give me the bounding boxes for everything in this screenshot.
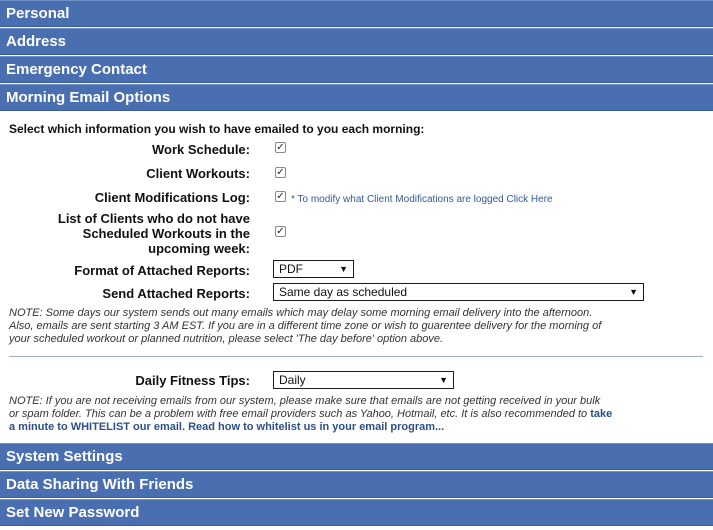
intro-text: Select which information you wish to have emailed to you each morning: — [9, 122, 425, 136]
work-schedule-label: Work Schedule: — [151, 142, 250, 157]
checkmark-icon: ✓ — [276, 141, 285, 153]
whitelist-link-take[interactable]: take — [590, 408, 613, 420]
whitelist-link[interactable]: a minute to WHITELIST our email. Read how to whitelist us in your email program... — [9, 421, 445, 433]
send-reports-value: Same day as scheduled — [279, 285, 408, 299]
send-reports-label: Send Attached Reports: — [102, 286, 250, 301]
work-schedule-checkbox[interactable] — [275, 142, 286, 153]
whitelist-note-line1: NOTE: If you are not receiving emails from our system, please make sure that emails are not getting received in your bulk — [9, 395, 601, 407]
clients-no-schedule-line2: Scheduled Workouts in the — [82, 226, 250, 241]
section-header-system-settings[interactable]: System Settings — [0, 443, 713, 470]
section-header-personal[interactable]: Personal — [0, 0, 713, 27]
daily-tips-select[interactable] — [273, 371, 454, 389]
clients-no-schedule-line3: upcoming week: — [148, 241, 250, 256]
clients-no-schedule-checkbox[interactable] — [275, 226, 286, 237]
client-mod-log-checkbox[interactable] — [275, 191, 286, 202]
daily-tips-label: Daily Fitness Tips: — [135, 373, 250, 388]
format-reports-select[interactable] — [273, 260, 354, 278]
format-reports-value: PDF — [279, 262, 303, 276]
section-header-set-new-password[interactable]: Set New Password — [0, 499, 713, 526]
section-header-data-sharing[interactable]: Data Sharing With Friends — [0, 471, 713, 498]
checkmark-icon: ✓ — [276, 225, 285, 237]
section-header-morning-email-options[interactable]: Morning Email Options — [0, 84, 713, 111]
checkmark-icon: ✓ — [276, 166, 285, 178]
format-reports-label: Format of Attached Reports: — [74, 263, 250, 278]
clients-no-schedule-label — [58, 211, 250, 256]
checkmark-icon: ✓ — [276, 190, 285, 202]
daily-tips-value: Daily — [279, 373, 306, 387]
client-workouts-label: Client Workouts: — [146, 166, 250, 181]
dropdown-arrow-icon: ▼ — [439, 375, 448, 385]
section-header-address[interactable]: Address — [0, 28, 713, 55]
send-reports-select[interactable] — [273, 283, 644, 301]
section-header-emergency-contact[interactable]: Emergency Contact — [0, 56, 713, 83]
client-mod-link[interactable]: * To modify what Client Modifications are logged Click Here — [291, 194, 553, 205]
dropdown-arrow-icon: ▼ — [629, 287, 638, 297]
delivery-note — [9, 307, 601, 346]
delivery-note-line2: Also, emails are sent starting 3 AM EST. If you are in a different time zone or wish to guarentee delivery for the morning of — [9, 320, 602, 332]
morning-email-options-panel — [0, 111, 713, 441]
client-mod-log-label: Client Modifications Log: — [94, 190, 250, 205]
whitelist-note — [9, 395, 612, 434]
delivery-note-line3: your scheduled workout or planned nutrition, please select 'The day before' option above. — [9, 333, 444, 345]
delivery-note-line1: NOTE: Some days our system sends out many emails which may delay some morning email delivery into the afternoon. — [9, 307, 593, 319]
divider — [9, 356, 703, 357]
whitelist-note-line2 — [9, 408, 612, 421]
whitelist-note-line2-text: or spam folder. This can be a problem with free email providers such as Yahoo, Hotmail, etc. It is also recommended to — [9, 408, 588, 420]
clients-no-schedule-line1: List of Clients who do not have — [57, 211, 250, 226]
dropdown-arrow-icon: ▼ — [339, 264, 348, 274]
client-workouts-checkbox[interactable] — [275, 167, 286, 178]
